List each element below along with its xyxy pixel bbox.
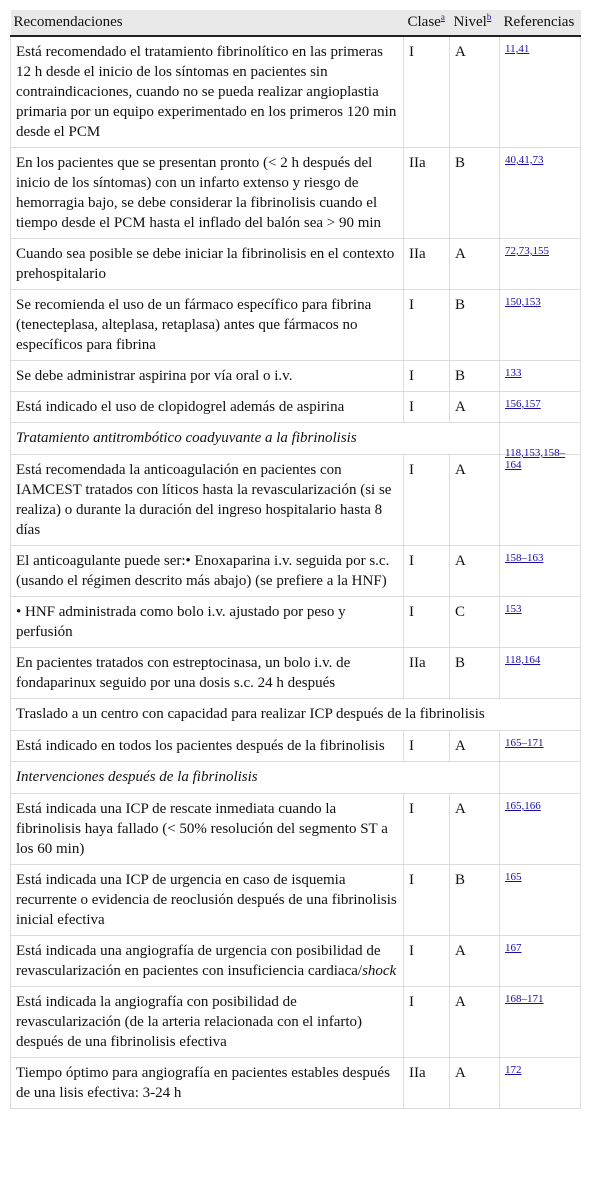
reference-link[interactable]: 156,157: [505, 398, 541, 410]
references-cell: [500, 36, 581, 148]
footnote-link-a[interactable]: a: [440, 12, 445, 22]
references-cell: [500, 865, 581, 936]
level-value: A: [450, 794, 500, 865]
reference-link[interactable]: 165,166: [505, 800, 541, 812]
table-row: [11, 148, 581, 239]
recommendation-text: En los pacientes que se presentan pronto (< 2 h después del inicio de los síntomas) con un infarto extenso y riesgo de hemorragia bajo, se debe considerar la fibrinolisis cuando el tiempo desde el PCM hasta el inflado del balón sea > 90 min: [11, 148, 404, 239]
table-row: [11, 865, 581, 936]
header-nivel-label: Nivel: [453, 14, 487, 30]
section-heading: Tratamiento antitrombótico coadyuvante a la fibrinolisis: [11, 423, 500, 455]
section-row: [11, 423, 581, 455]
table-row: [11, 546, 581, 597]
reference-raised-wrap: [505, 447, 576, 471]
recommendation-text: Está recomendada la anticoagulación en pacientes con IAMCEST tratados con líticos hasta la revascularización (si se realiza) o durante la duración del ingreso hospitalario hasta 8 días: [11, 455, 404, 546]
table-row: [11, 731, 581, 762]
level-value: B: [450, 361, 500, 392]
references-cell: [500, 987, 581, 1058]
table-row: [11, 1058, 581, 1109]
level-value: C: [450, 597, 500, 648]
references-cell: [500, 392, 581, 423]
reference-link[interactable]: 158–163: [505, 552, 544, 564]
class-value: I: [404, 987, 450, 1058]
recommendation-text-italic: shock: [362, 963, 397, 979]
table-row: [11, 936, 581, 987]
level-value: A: [450, 987, 500, 1058]
reference-link[interactable]: 165: [505, 871, 522, 883]
recommendation-text: Está recomendado el tratamiento fibrinolítico en las primeras 12 h desde el inicio de los síntomas en pacientes sin contraindicaciones, cuando no se pueda realizar angioplastia primaria por un equipo experimentado en los primeros 120 min desde el PCM: [11, 36, 404, 148]
references-cell: [500, 447, 581, 546]
reference-link[interactable]: 150,153: [505, 296, 541, 308]
section-row: [11, 762, 581, 794]
references-cell: [500, 546, 581, 597]
reference-link[interactable]: 40,41,73: [505, 154, 544, 166]
level-value: A: [450, 731, 500, 762]
table-header-row: [11, 10, 581, 36]
class-value: IIa: [404, 239, 450, 290]
references-cell: [500, 148, 581, 239]
recommendation-text: Se recomienda el uso de un fármaco específico para fibrina (tenecteplasa, alteplasa, retaplasa) antes que fármacos no específicos para fibrina: [11, 290, 404, 361]
references-cell: [500, 936, 581, 987]
table-row: [11, 361, 581, 392]
reference-link[interactable]: 72,73,155: [505, 245, 549, 257]
class-value: I: [404, 36, 450, 148]
references-cell: [500, 361, 581, 392]
table-row: [11, 392, 581, 423]
level-value: B: [450, 648, 500, 699]
reference-link[interactable]: 133: [505, 367, 522, 379]
header-clase-label: Clase: [407, 14, 441, 30]
reference-link[interactable]: 167: [505, 942, 522, 954]
reference-link-line1: 118,153,158–: [505, 447, 566, 459]
recommendation-text: Está indicado en todos los pacientes después de la fibrinolisis: [11, 731, 404, 762]
table-row: [11, 597, 581, 648]
header-clase: [404, 10, 450, 36]
level-value: B: [450, 148, 500, 239]
reference-link[interactable]: [505, 447, 565, 471]
section-heading: Traslado a un centro con capacidad para realizar ICP después de la fibrinolisis: [11, 699, 581, 731]
class-value: IIa: [404, 148, 450, 239]
recommendation-text: El anticoagulante puede ser:• Enoxaparina i.v. seguida por s.c. (usando el régimen descrito más abajo) (se prefiere a la HNF): [11, 546, 404, 597]
recommendation-text: Cuando sea posible se debe iniciar la fibrinolisis en el contexto prehospitalario: [11, 239, 404, 290]
table-row: [11, 794, 581, 865]
level-value: A: [450, 1058, 500, 1109]
class-value: I: [404, 455, 450, 546]
class-value: IIa: [404, 648, 450, 699]
reference-link[interactable]: 118,164: [505, 654, 541, 666]
recommendation-text-main: Está indicada una angiografía de urgencia con posibilidad de revascularización en pacientes con insuficiencia cardiaca/: [16, 943, 381, 979]
recommendations-table: [10, 10, 581, 1109]
recommendation-text: Está indicada la angiografía con posibilidad de revascularización (de la arteria relacionada con el infarto) después de una fibrinolisis efectiva: [11, 987, 404, 1058]
header-referencias: Referencias: [500, 10, 581, 36]
section-row: [11, 699, 581, 731]
references-cell: [500, 762, 581, 794]
references-cell: [500, 1058, 581, 1109]
references-cell: [500, 648, 581, 699]
references-cell: [500, 794, 581, 865]
references-cell: [500, 731, 581, 762]
references-cell: [500, 597, 581, 648]
header-recomendaciones: Recomendaciones: [11, 10, 404, 36]
recommendation-text: Está indicado el uso de clopidogrel además de aspirina: [11, 392, 404, 423]
recommendation-text: [11, 936, 404, 987]
level-value: A: [450, 392, 500, 423]
class-value: I: [404, 546, 450, 597]
reference-link[interactable]: 165–171: [505, 737, 544, 749]
class-value: I: [404, 392, 450, 423]
level-value: B: [450, 865, 500, 936]
references-cell: [500, 239, 581, 290]
reference-link[interactable]: 168–171: [505, 993, 544, 1005]
footnote-link-b[interactable]: b: [486, 12, 492, 22]
class-value: I: [404, 936, 450, 987]
level-value: A: [450, 936, 500, 987]
header-nivel: [450, 10, 500, 36]
reference-link-line2: 164: [505, 459, 522, 471]
recommendation-text: Se debe administrar aspirina por vía oral o i.v.: [11, 361, 404, 392]
class-value: I: [404, 290, 450, 361]
class-value: IIa: [404, 1058, 450, 1109]
class-value: I: [404, 794, 450, 865]
level-value: A: [450, 36, 500, 148]
table-row: [11, 455, 581, 546]
table-row: [11, 987, 581, 1058]
level-value: B: [450, 290, 500, 361]
references-cell: [500, 290, 581, 361]
reference-link[interactable]: 11,41: [505, 43, 530, 55]
level-value: A: [450, 546, 500, 597]
level-value: A: [450, 239, 500, 290]
recommendation-text: En pacientes tratados con estreptocinasa, un bolo i.v. de fondaparinux seguido por una dosis s.c. 24 h después: [11, 648, 404, 699]
class-value: I: [404, 731, 450, 762]
table-row: [11, 290, 581, 361]
recommendations-table-wrapper: [10, 10, 580, 1109]
reference-link[interactable]: 153: [505, 603, 522, 615]
recommendation-text: Tiempo óptimo para angiografía en pacientes estables después de una lisis efectiva: 3-24 h: [11, 1058, 404, 1109]
recommendation-text: • HNF administrada como bolo i.v. ajustado por peso y perfusión: [11, 597, 404, 648]
reference-link[interactable]: 172: [505, 1064, 522, 1076]
section-heading: Intervenciones después de la fibrinolisis: [11, 762, 500, 794]
class-value: I: [404, 597, 450, 648]
class-value: I: [404, 865, 450, 936]
class-value: I: [404, 361, 450, 392]
recommendation-text: Está indicada una ICP de urgencia en caso de isquemia recurrente o evidencia de reoclusión después de una fibrinolisis inicial efectiva: [11, 865, 404, 936]
table-row: [11, 648, 581, 699]
table-row: [11, 239, 581, 290]
level-value: A: [450, 455, 500, 546]
recommendation-text: Está indicada una ICP de rescate inmediata cuando la fibrinolisis haya fallado (< 50% resolución del segmento ST a los 60 min): [11, 794, 404, 865]
table-row: [11, 36, 581, 148]
